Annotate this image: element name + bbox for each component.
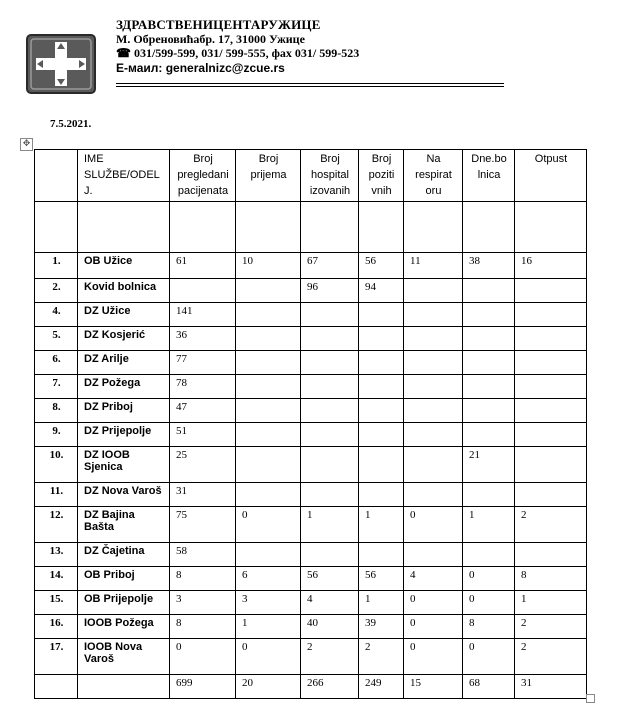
unit-name: OB Prijepolje <box>78 590 170 614</box>
table-cell <box>463 350 515 374</box>
table-cell <box>463 278 515 302</box>
table-cell: 67 <box>301 252 359 278</box>
unit-name: DZ Arilje <box>78 350 170 374</box>
table-cell: 16 <box>515 252 587 278</box>
table-cell: 94 <box>359 278 404 302</box>
table-cell: 4 <box>404 566 463 590</box>
table-cell <box>301 398 359 422</box>
table-cell: 0 <box>463 590 515 614</box>
table-row <box>35 278 587 302</box>
report-date: 7.5.2021. <box>50 118 92 130</box>
table-cell <box>463 302 515 326</box>
table-cell <box>359 374 404 398</box>
table-body <box>35 201 587 698</box>
table-row <box>35 350 587 374</box>
table-cell: 61 <box>170 252 236 278</box>
organization-name: ЗДРАВСТВЕНИЦЕНТАРУЖИЦЕ <box>116 17 321 32</box>
table-row <box>35 590 587 614</box>
table-cell <box>515 278 587 302</box>
blank-cell <box>35 201 78 252</box>
table-cell: 77 <box>170 350 236 374</box>
table-cell: 1 <box>236 614 301 638</box>
table-cell <box>236 422 301 446</box>
table-cell: 1 <box>301 506 359 542</box>
organization-phone: ☎ 031/599-599, 031/ 599-555, фах 031/ 599-523 <box>116 45 360 60</box>
row-number: 7. <box>35 374 78 398</box>
unit-name: DZ Prijepolje <box>78 422 170 446</box>
table-cell <box>463 326 515 350</box>
table-cell: 2 <box>359 638 404 674</box>
table-row <box>35 326 587 350</box>
organization-address: М. Обреновићабр. 17, 31000 Ужице <box>116 31 305 46</box>
blank-cell <box>515 201 587 252</box>
row-number: 17. <box>35 638 78 674</box>
table-cell <box>236 278 301 302</box>
column-header: Otpust <box>515 150 587 202</box>
row-number: 9. <box>35 422 78 446</box>
table-cell: 40 <box>301 614 359 638</box>
table-cell <box>515 398 587 422</box>
table-cell <box>301 422 359 446</box>
table-cell: 0 <box>463 638 515 674</box>
row-number: 2. <box>35 278 78 302</box>
unit-name: DZ Priboj <box>78 398 170 422</box>
table-cell: 6 <box>236 566 301 590</box>
table-row <box>35 542 587 566</box>
total-cell: 68 <box>463 674 515 698</box>
table-cell <box>236 350 301 374</box>
table-cell <box>463 374 515 398</box>
column-header <box>35 150 78 202</box>
column-header: Broj hospital izovanih <box>301 150 359 202</box>
table-cell <box>515 374 587 398</box>
total-cell: 31 <box>515 674 587 698</box>
table-row <box>35 482 587 506</box>
table-row <box>35 302 587 326</box>
row-number: 11. <box>35 482 78 506</box>
blank-cell <box>463 201 515 252</box>
table-cell: 141 <box>170 302 236 326</box>
table-cell <box>404 482 463 506</box>
letterhead-rule-double <box>116 86 504 87</box>
table-cell: 3 <box>236 590 301 614</box>
table-cell: 1 <box>463 506 515 542</box>
table-cell: 39 <box>359 614 404 638</box>
table-cell: 56 <box>359 566 404 590</box>
total-cell <box>35 674 78 698</box>
blank-cell <box>170 201 236 252</box>
table-cell <box>463 422 515 446</box>
table-cell: 0 <box>463 566 515 590</box>
unit-name: DZ Požega <box>78 374 170 398</box>
table-cell: 0 <box>404 638 463 674</box>
table-cell: 2 <box>301 638 359 674</box>
row-number: 4. <box>35 302 78 326</box>
row-number: 15. <box>35 590 78 614</box>
table-cell: 8 <box>463 614 515 638</box>
column-header: Broj prijema <box>236 150 301 202</box>
table-cell <box>404 446 463 482</box>
blank-cell <box>236 201 301 252</box>
table-cell <box>359 446 404 482</box>
row-number: 12. <box>35 506 78 542</box>
table-cell <box>404 374 463 398</box>
table-cell <box>404 278 463 302</box>
table-row <box>35 422 587 446</box>
table-cell <box>236 398 301 422</box>
column-header: Broj poziti vnih <box>359 150 404 202</box>
table-cell: 0 <box>236 506 301 542</box>
table-cell <box>236 542 301 566</box>
table-cell: 78 <box>170 374 236 398</box>
column-header: IME SLUŽBE/ODEL J. <box>78 150 170 202</box>
table-row <box>35 566 587 590</box>
table-cell: 0 <box>170 638 236 674</box>
table-cell <box>515 542 587 566</box>
table-cell <box>359 422 404 446</box>
unit-name: IOOB Nova Varoš <box>78 638 170 674</box>
table-cell <box>236 446 301 482</box>
covid-report-table <box>34 149 587 699</box>
unit-name: IOOB Požega <box>78 614 170 638</box>
table-cell: 21 <box>463 446 515 482</box>
unit-name: DZ Bajina Bašta <box>78 506 170 542</box>
table-cell <box>301 326 359 350</box>
letterhead-rule <box>116 83 504 84</box>
table-cell <box>515 350 587 374</box>
table-cell <box>359 350 404 374</box>
letterhead <box>116 18 359 75</box>
table-cell: 3 <box>170 590 236 614</box>
total-cell <box>78 674 170 698</box>
table-cell: 36 <box>170 326 236 350</box>
unit-name: OB Priboj <box>78 566 170 590</box>
table-cell <box>515 446 587 482</box>
unit-name: DZ Kosjerić <box>78 326 170 350</box>
table-row <box>35 506 587 542</box>
table-resize-handle[interactable] <box>586 694 595 703</box>
table-cell: 75 <box>170 506 236 542</box>
row-number: 1. <box>35 252 78 278</box>
table-row <box>35 374 587 398</box>
table-cell <box>359 542 404 566</box>
table-cell <box>301 542 359 566</box>
table-cell: 47 <box>170 398 236 422</box>
table-cell <box>236 326 301 350</box>
table-cell: 0 <box>404 614 463 638</box>
row-number: 8. <box>35 398 78 422</box>
unit-name: DZ IOOB Sjenica <box>78 446 170 482</box>
table-cell <box>236 374 301 398</box>
table-cell: 0 <box>404 506 463 542</box>
total-cell: 266 <box>301 674 359 698</box>
total-cell: 699 <box>170 674 236 698</box>
unit-name: DZ Užice <box>78 302 170 326</box>
unit-name: OB Užice <box>78 252 170 278</box>
table-cell: 2 <box>515 638 587 674</box>
column-header: Na respirat oru <box>404 150 463 202</box>
table-cell <box>301 482 359 506</box>
row-number: 5. <box>35 326 78 350</box>
table-cell: 4 <box>301 590 359 614</box>
table-cell: 25 <box>170 446 236 482</box>
total-cell: 20 <box>236 674 301 698</box>
table-cell <box>236 482 301 506</box>
table-cell: 0 <box>236 638 301 674</box>
table-cell: 58 <box>170 542 236 566</box>
table-cell <box>359 302 404 326</box>
table-cell <box>170 278 236 302</box>
table-cell: 1 <box>359 506 404 542</box>
table-cell: 11 <box>404 252 463 278</box>
blank-cell <box>301 201 359 252</box>
table-cell <box>404 422 463 446</box>
table-cell <box>404 326 463 350</box>
table-cell: 0 <box>404 590 463 614</box>
table-row <box>35 614 587 638</box>
unit-name: DZ Čajetina <box>78 542 170 566</box>
blank-cell <box>78 201 170 252</box>
table-cell <box>515 482 587 506</box>
table-cell: 56 <box>301 566 359 590</box>
table-cell <box>515 302 587 326</box>
table-cell <box>404 302 463 326</box>
table-cell: 2 <box>515 506 587 542</box>
unit-name: DZ Nova Varoš <box>78 482 170 506</box>
total-cell: 15 <box>404 674 463 698</box>
table-cell <box>404 542 463 566</box>
table-cell <box>301 302 359 326</box>
table-cell <box>515 422 587 446</box>
row-number: 16. <box>35 614 78 638</box>
table-cell <box>236 302 301 326</box>
table-cell <box>404 398 463 422</box>
table-row <box>35 446 587 482</box>
table-row <box>35 638 587 674</box>
table-cell: 1 <box>359 590 404 614</box>
column-header: Broj pregledani pacijenata <box>170 150 236 202</box>
table-cell <box>463 482 515 506</box>
table-blank-row <box>35 201 587 252</box>
table-cell: 1 <box>515 590 587 614</box>
table-cell <box>463 398 515 422</box>
table-cell <box>301 446 359 482</box>
table-cell: 8 <box>515 566 587 590</box>
table-cell: 2 <box>515 614 587 638</box>
table-cell <box>359 482 404 506</box>
organization-email: E-маил: generalnizc@zcue.rs <box>116 60 285 75</box>
table-cell: 8 <box>170 566 236 590</box>
row-number: 6. <box>35 350 78 374</box>
table-cell <box>359 398 404 422</box>
table-cell: 10 <box>236 252 301 278</box>
table-cell <box>463 542 515 566</box>
table-cell <box>404 350 463 374</box>
row-number: 14. <box>35 566 78 590</box>
table-row <box>35 252 587 278</box>
table-cell: 31 <box>170 482 236 506</box>
table-cell <box>515 326 587 350</box>
unit-name: Kovid bolnica <box>78 278 170 302</box>
column-header: Dne.bo lnica <box>463 150 515 202</box>
blank-cell <box>359 201 404 252</box>
table-cell <box>301 374 359 398</box>
row-number: 13. <box>35 542 78 566</box>
row-number: 10. <box>35 446 78 482</box>
blank-cell <box>404 201 463 252</box>
table-row <box>35 398 587 422</box>
table-header-row <box>35 150 587 202</box>
totals-row <box>35 674 587 698</box>
table-cell: 51 <box>170 422 236 446</box>
table-cell: 56 <box>359 252 404 278</box>
table-cell <box>359 326 404 350</box>
table-cell: 96 <box>301 278 359 302</box>
table-cell: 8 <box>170 614 236 638</box>
table-cell <box>301 350 359 374</box>
table-move-handle-icon[interactable]: ✥ <box>20 138 33 151</box>
hospital-cross-logo <box>26 34 96 94</box>
table-cell: 38 <box>463 252 515 278</box>
total-cell: 249 <box>359 674 404 698</box>
